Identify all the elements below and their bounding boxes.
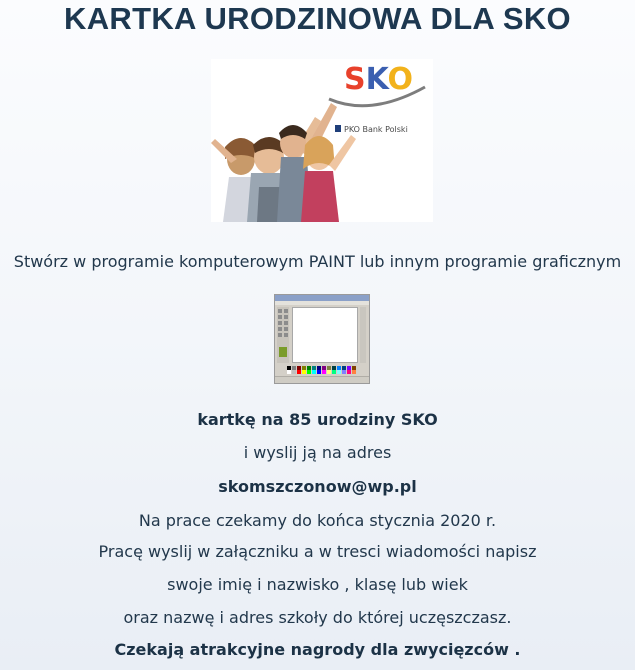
- paint-scrollbar: [360, 307, 366, 363]
- pko-logo-icon: [335, 125, 341, 132]
- name-instruction: swoje imię i nazwisko , klasę lub wiek: [167, 575, 468, 594]
- palette-swatch: [312, 370, 316, 374]
- paint-toolbox: [277, 307, 289, 363]
- prizes-text: Czekają atrakcyjne nagrody dla zwycięzców .: [114, 640, 521, 659]
- sko-logo-letter: O: [387, 62, 414, 97]
- palette-swatch: [337, 370, 341, 374]
- children-figures: [211, 103, 356, 222]
- school-instruction: oraz nazwę i adres szkoły do której uczęszczasz.: [123, 608, 512, 627]
- palette-swatch: [332, 370, 336, 374]
- palette-swatch: [287, 370, 291, 374]
- palette-swatch: [317, 370, 321, 374]
- palette-swatch: [307, 370, 311, 374]
- paint-canvas: [292, 307, 358, 363]
- palette-swatch: [352, 370, 356, 374]
- sko-logo-letter: K: [365, 62, 388, 97]
- palette-swatch: [297, 370, 301, 374]
- sko-hero-image: [211, 59, 433, 222]
- paint-statusbar: [275, 376, 369, 383]
- palette-swatch: [327, 370, 331, 374]
- paint-menubar: [275, 301, 369, 305]
- palette-swatch: [322, 370, 326, 374]
- paint-color-palette: [277, 366, 367, 374]
- attach-instruction: Pracę wyslij w załączniku a w tresci wiadomości napisz: [98, 542, 537, 561]
- email-address: skomszczonow@wp.pl: [218, 477, 417, 496]
- card-line: kartkę na 85 urodziny SKO: [197, 410, 438, 429]
- sko-illustration: [211, 59, 433, 222]
- page-title: KARTKA URODZINOWA DLA SKO: [64, 1, 571, 36]
- intro-text: Stwórz w programie komputerowym PAINT lub innym programie graficznym: [13, 252, 622, 271]
- paint-window-image: [275, 295, 369, 383]
- sko-logo-letter: S: [344, 62, 366, 97]
- palette-swatch: [292, 370, 296, 374]
- deadline-text: Na prace czekamy do końca stycznia 2020 r.: [138, 511, 497, 530]
- palette-swatch: [302, 370, 306, 374]
- send-line: i wyslij ją na adres: [243, 443, 392, 462]
- palette-swatch: [342, 370, 346, 374]
- palette-swatch: [347, 370, 351, 374]
- pko-bank-label: PKO Bank Polski: [344, 125, 408, 134]
- sko-logo: [344, 62, 413, 97]
